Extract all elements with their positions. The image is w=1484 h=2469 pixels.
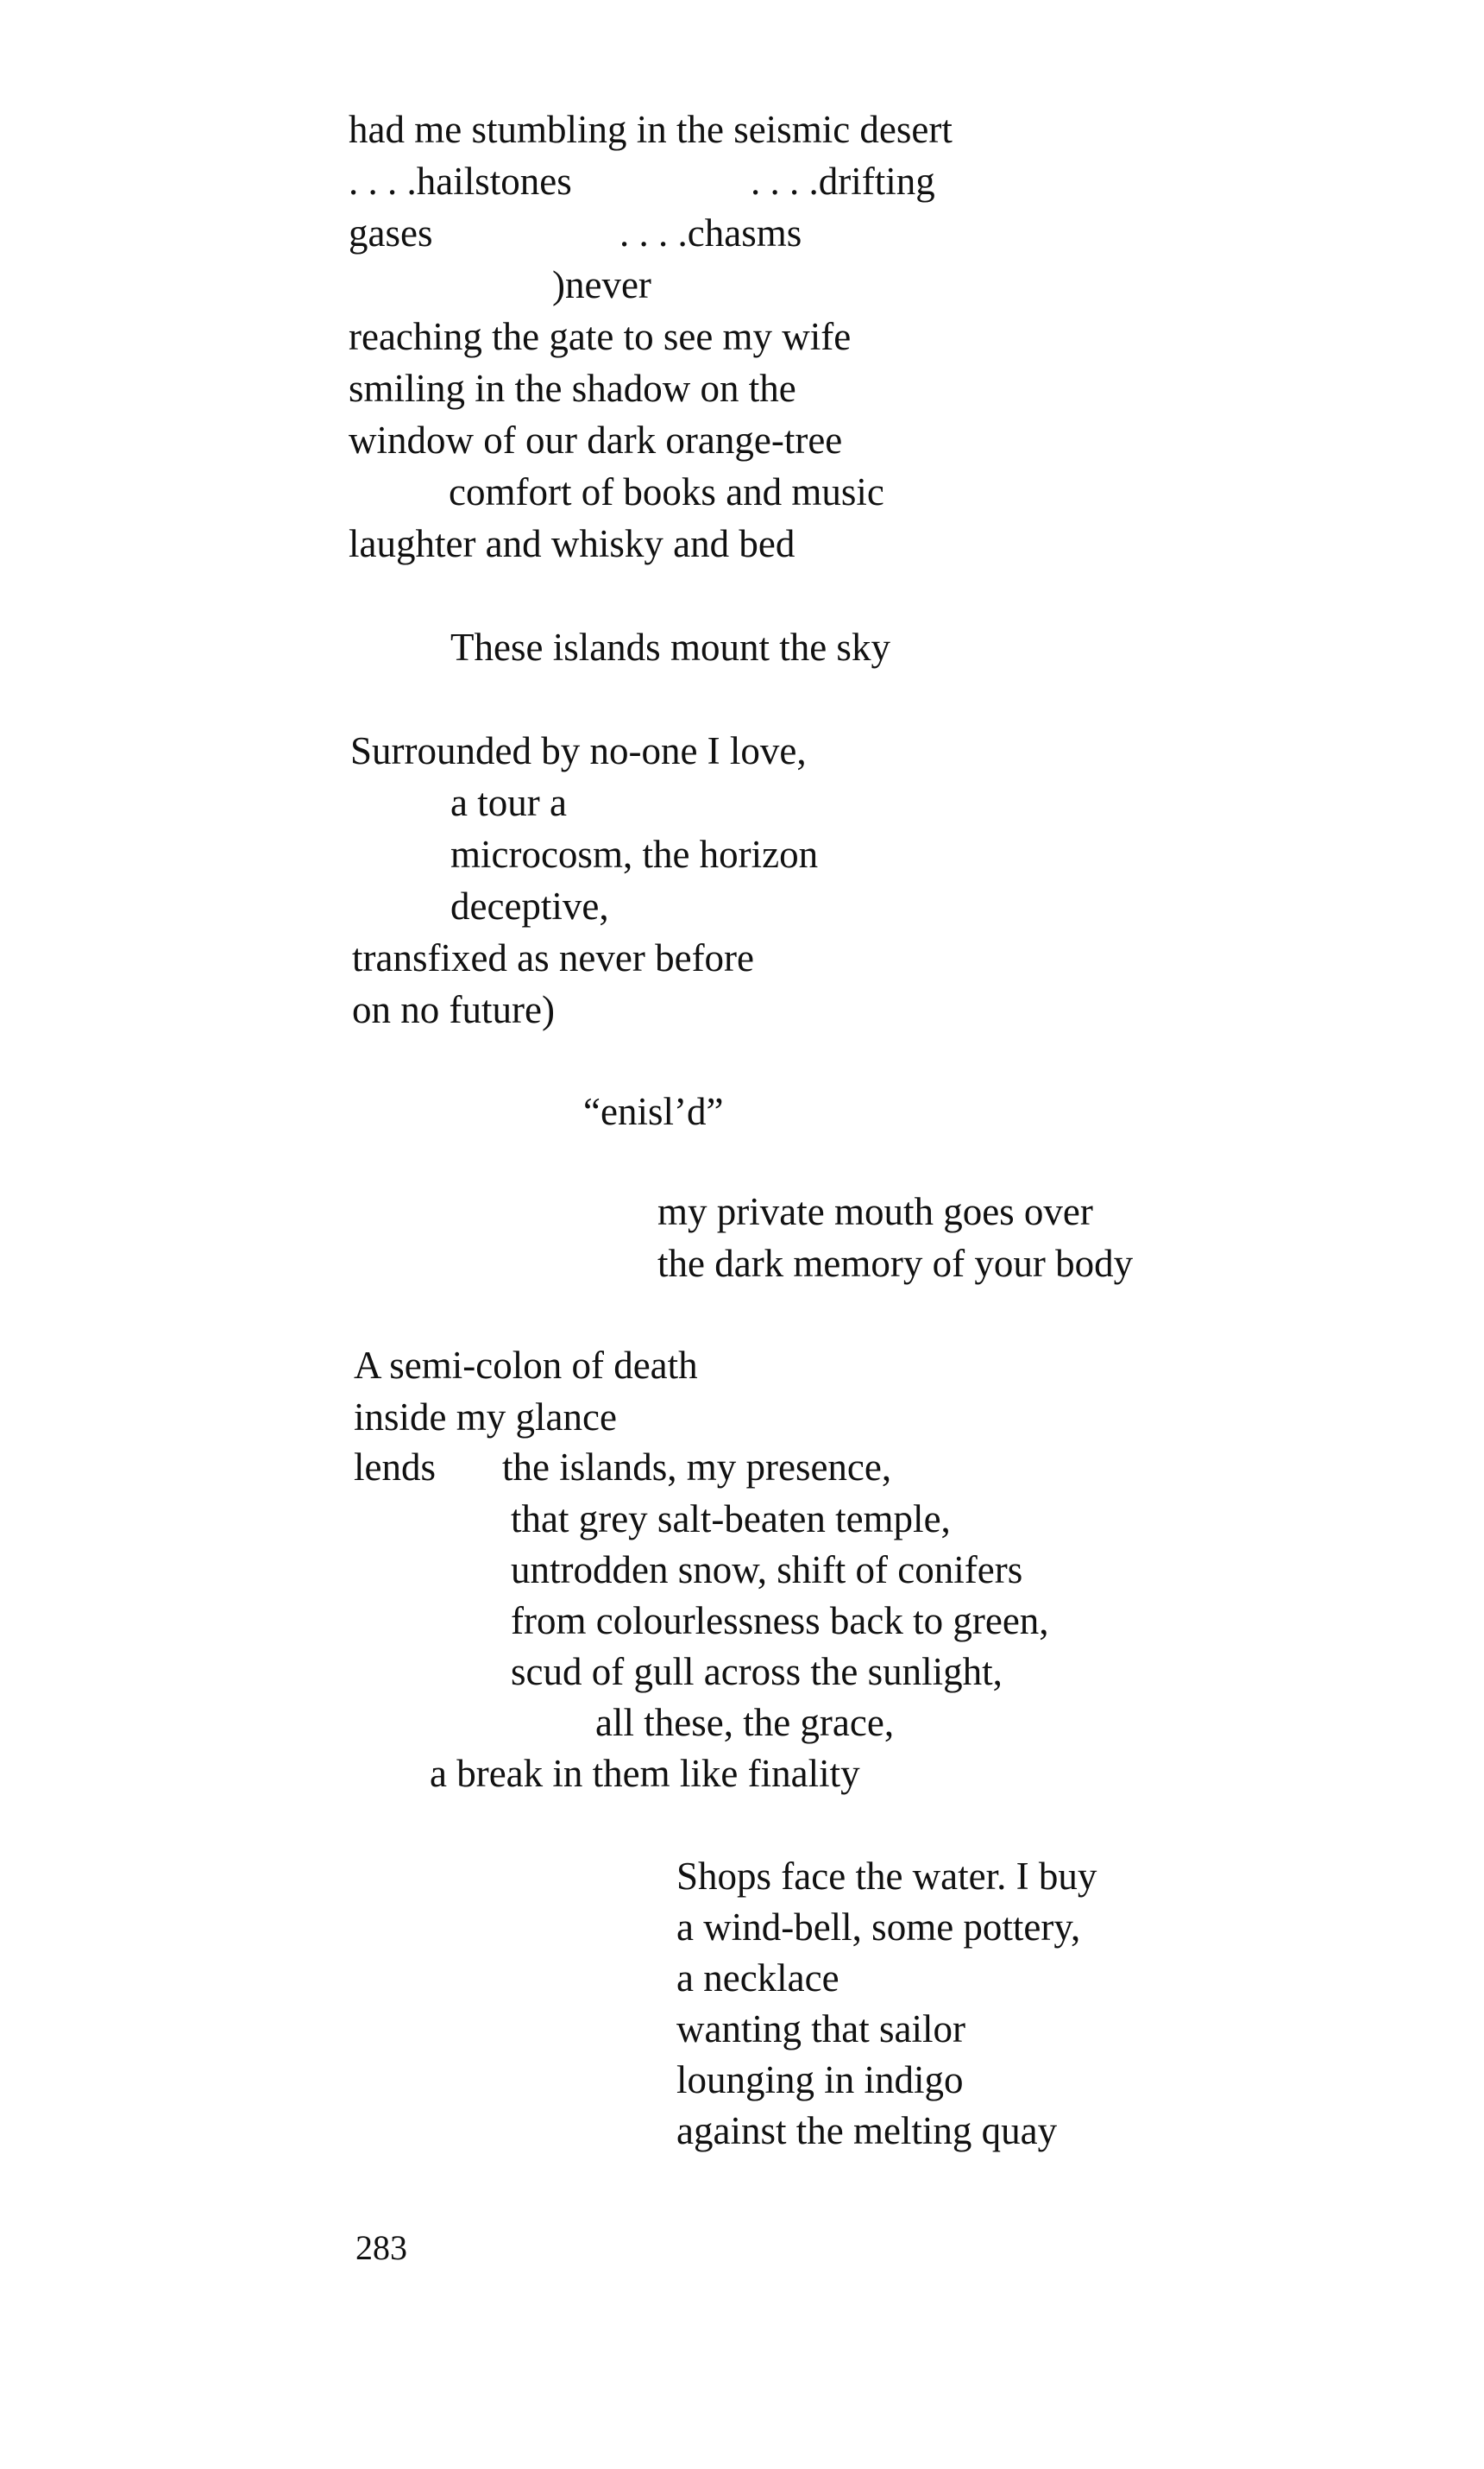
poem-line: that grey salt-beaten temple, [511,1497,951,1540]
poem-line: These islands mount the sky [450,626,890,669]
poem-line: had me stumbling in the seismic desert [349,108,953,151]
poem-line: from colourlessness back to green, [511,1599,1049,1642]
poem-line: lends [354,1445,436,1489]
poem-line: )never [552,263,651,306]
poem-line: a wind-bell, some pottery, [676,1905,1081,1949]
poem-line: lounging in indigo [676,2058,964,2101]
poem-line: untrodden snow, shift of conifers [511,1548,1023,1591]
poem-line: all these, the grace, [595,1701,895,1744]
poem-line: a break in them like finality [430,1752,860,1795]
poem-line: on no future) [352,988,555,1031]
poem-line: reaching the gate to see my wife [349,315,852,358]
poem-line: comfort of books and music [449,470,884,513]
poem-line: microcosm, the horizon [450,833,819,876]
poem-line: against the melting quay [676,2109,1058,2152]
poem-line: laughter and whisky and bed [349,522,795,565]
poem-line: . . . .hailstones [349,160,572,203]
poem-line: smiling in the shadow on the [349,367,796,410]
poem-line: “enisl’d” [583,1090,724,1133]
poem-line: transfixed as never before [352,936,755,979]
poem-line: . . . .chasms [619,211,802,255]
poem-line: gases [349,211,433,255]
poem-line: inside my glance [354,1395,617,1439]
poem-line: my private mouth goes over [657,1190,1093,1233]
poem-line: deceptive, [450,885,609,928]
poem-line: a tour a [450,781,567,824]
poem-line: scud of gull across the sunlight, [511,1650,1003,1693]
poem-line: the dark memory of your body [657,1242,1134,1285]
poem-line: wanting that sailor [676,2007,965,2050]
page-number: 283 [355,2228,407,2267]
poem-line: . . . .drifting [751,160,935,203]
poem-line: window of our dark orange-tree [349,419,843,462]
poem-line: Shops face the water. I buy [676,1855,1097,1898]
poem-line: A semi-colon of death [354,1344,698,1387]
poem-line: the islands, my presence, [502,1445,892,1489]
poem-line: a necklace [676,1956,839,2000]
poem-line: Surrounded by no-one I love, [350,729,807,772]
